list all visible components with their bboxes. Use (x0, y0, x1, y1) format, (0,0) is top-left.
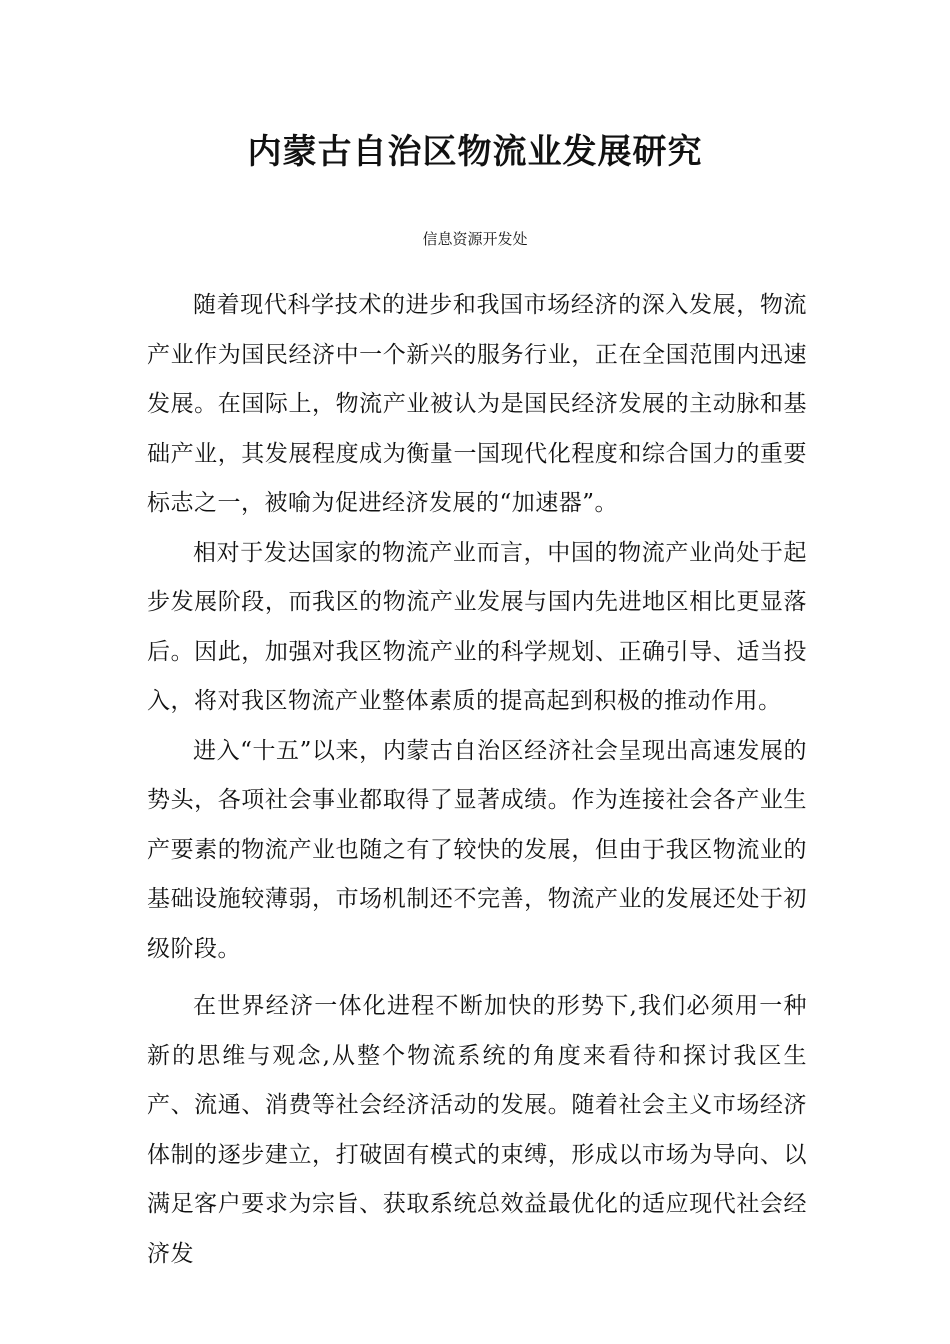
body-paragraph-4: 在世界经济一体化进程不断加快的形势下,我们必须用一种新的思维与观念,从整个物流系统的角度来看待和探讨我区生产、流通、消费等社会经济活动的发展。随着社会主义市场经济体制的逐步建立，打破固有模式的束缚，形成以市场为导向、以满足客户要求为宗旨、获取系统总效益最优化的适应现代社会经济发 (147, 993, 807, 1267)
document-author: 信息资源开发处 (422, 230, 528, 248)
document-body (147, 281, 807, 1279)
document-title: 内蒙古自治区物流业发展研究 (247, 132, 703, 172)
body-paragraph-1: 随着现代科学技术的进步和我国市场经济的深入发展，物流产业作为国民经济中一个新兴的服务行业，正在全国范围内迅速发展。在国际上，物流产业被认为是国民经济发展的主动脉和基础产业，其发展程度成为衡量一国现代化程度和综合国力的重要标志之一，被喻为促进经济发展的“加速器”。 (147, 292, 807, 516)
body-paragraph-3: 进入“十五”以来，内蒙古自治区经济社会呈现出高速发展的势头，各项社会事业都取得了显著成绩。作为连接社会各产业生产要素的物流产业也随之有了较快的发展，但由于我区物流业的基础设施较薄弱，市场机制还不完善，物流产业的发展还处于初级阶段。 (147, 737, 807, 962)
body-paragraph-2: 相对于发达国家的物流产业而言，中国的物流产业尚处于起步发展阶段，而我区的物流产业发展与国内先进地区相比更显落后。因此，加强对我区物流产业的科学规划、正确引导、适当投入，将对我区物流产业整体素质的提高起到积极的推动作用。 (147, 539, 807, 714)
